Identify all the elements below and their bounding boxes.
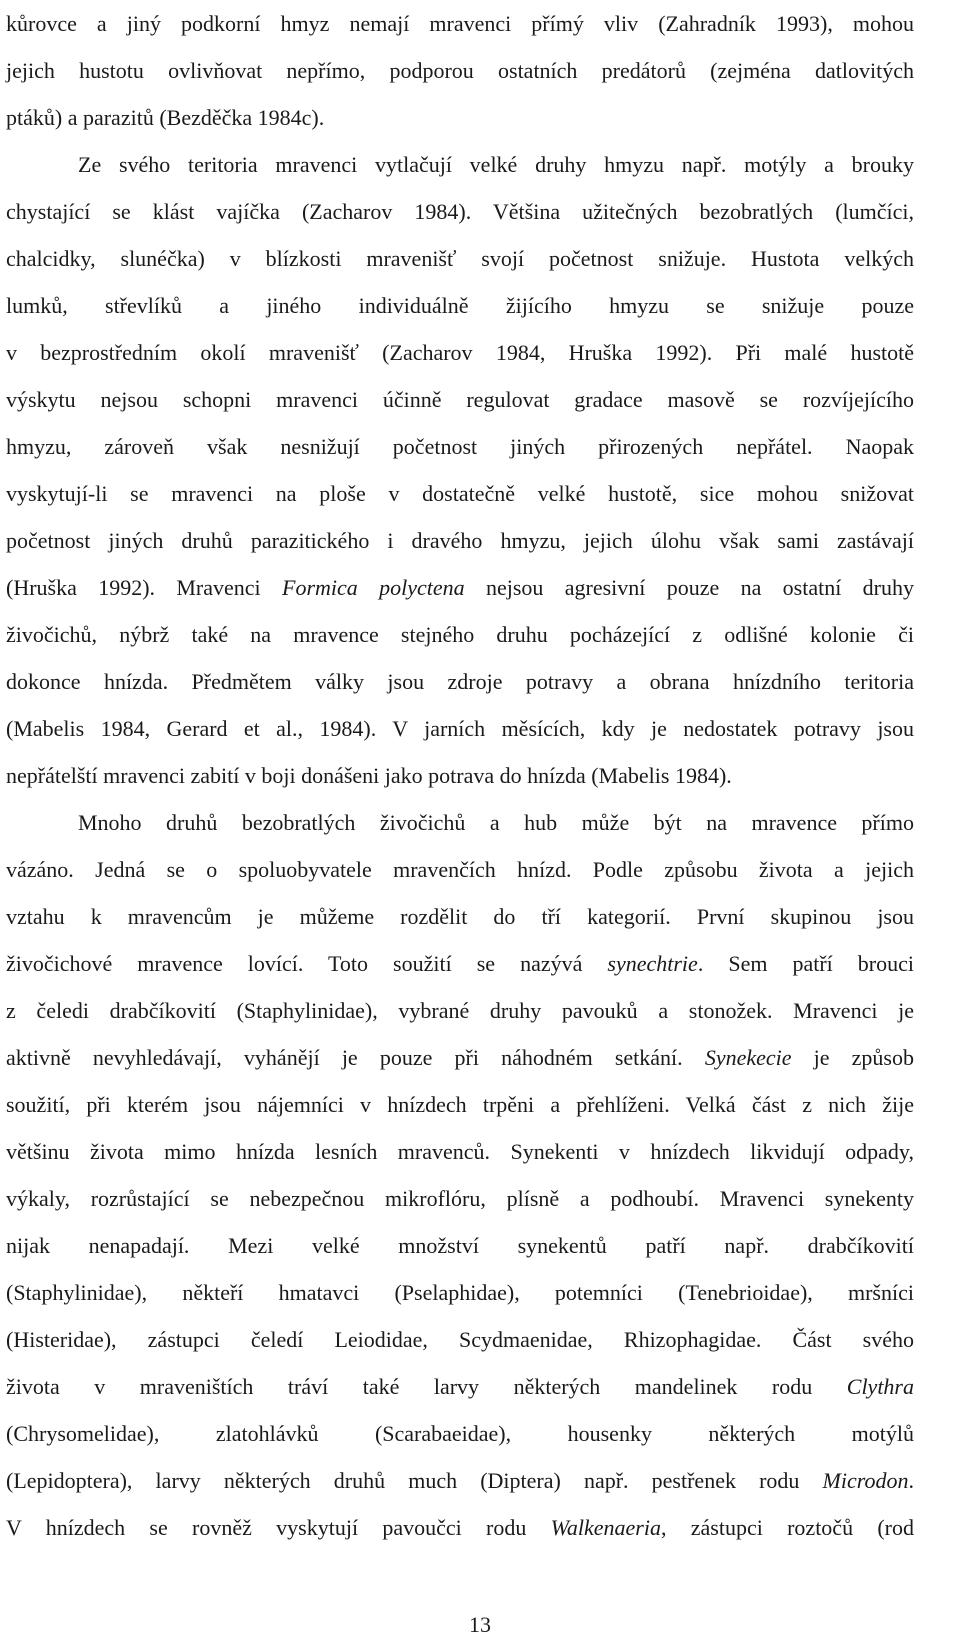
text-line: lumků, střevlíků a jiného individuálně žijícího hmyzu se snižuje pouze (6, 293, 914, 318)
text-line: živočichů, nýbrž také na mravence stejného druhu pocházející z odlišné kolonie či (6, 622, 914, 647)
text-line: vztahu k mravencům je můžeme rozdělit do tří kategorií. První skupinou jsou (6, 904, 914, 929)
text-line: vázáno. Jedná se o spoluobyvatele mravenčích hnízd. Podle způsobu života a jejich (6, 857, 914, 882)
text-line: kůrovce a jiný podkorní hmyz nemají mravenci přímý vliv (Zahradník 1993), mohou (6, 11, 914, 36)
text-line: V hnízdech se rovněž vyskytují pavoučci rodu Walkenaeria, zástupci roztočů (rod (6, 1515, 914, 1540)
text-line: v bezprostředním okolí mravenišť (Zacharov 1984, Hruška 1992). Při malé hustotě (6, 340, 914, 365)
genus-name: Walkenaeria (550, 1515, 661, 1540)
text-line: vyskytují-li se mravenci na ploše v dostatečně velké hustotě, sice mohou snižovat (6, 481, 914, 506)
text-line: výkaly, rozrůstající se nebezpečnou mikroflóru, plísně a podhoubí. Mravenci synekenty (6, 1186, 914, 1211)
text-line: výskytu nejsou schopni mravenci účinně regulovat gradace masově se rozvíjejícího (6, 387, 914, 412)
genus-name: Microdon (822, 1468, 909, 1493)
text-line: nepřátelští mravenci zabití v boji donášeni jako potrava do hnízda (Mabelis 1984). (6, 763, 732, 788)
text-line: Ze svého teritoria mravenci vytlačují velké druhy hmyzu např. motýly a brouky (78, 152, 914, 177)
paragraph (6, 141, 914, 799)
text-line: většinu života mimo hnízda lesních mravenců. Synekenti v hnízdech likvidují odpady, (6, 1139, 914, 1164)
text-line: života v mraveništích tráví také larvy některých mandelinek rodu Clythra (6, 1374, 914, 1399)
text-line: (Mabelis 1984, Gerard et al., 1984). V jarních měsících, kdy je nedostatek potravy jsou (6, 716, 914, 741)
genus-name: Clythra (846, 1374, 914, 1399)
species-name: Formica polyctena (282, 575, 465, 600)
page-number: 13 (469, 1612, 491, 1637)
text-line: dokonce hnízda. Předmětem války jsou zdroje potravy a obrana hnízdního teritoria (6, 669, 914, 694)
text-line: (Lepidoptera), larvy některých druhů much (Diptera) např. pestřenek rodu Microdon. (6, 1468, 914, 1493)
text-line: soužití, při kterém jsou nájemníci v hnízdech trpěni a přehlíženi. Velká část z nich žije (6, 1092, 914, 1117)
text-line: početnost jiných druhů parazitického i dravého hmyzu, jejich úlohu však sami zastávají (6, 528, 914, 553)
text-line: hmyzu, zároveň však nesnižují početnost jiných přirozených nepřátel. Naopak (6, 434, 914, 459)
text-line: (Staphylinidae), někteří hmatavci (Pselaphidae), potemníci (Tenebrioidae), mršníci (6, 1280, 914, 1305)
text-line: z čeledi drabčíkovití (Staphylinidae), vybrané druhy pavouků a stonožek. Mravenci je (6, 998, 914, 1023)
text-line: živočichové mravence lovící. Toto soužití se nazývá synechtrie. Sem patří brouci (6, 951, 914, 976)
body-text (6, 0, 914, 1551)
text-line: (Chrysomelidae), zlatohlávků (Scarabaeidae), housenky některých motýlů (6, 1421, 914, 1446)
text-line: chystající se klást vajíčka (Zacharov 1984). Většina užitečných bezobratlých (lumčíci, (6, 199, 914, 224)
text-line: aktivně nevyhledávají, vyhánějí je pouze při náhodném setkání. Synekecie je způsob (6, 1045, 914, 1070)
term-italic: synechtrie (607, 951, 698, 976)
text-line: chalcidky, slunéčka) v blízkosti mravenišť svojí početnost snižuje. Hustota velkých (6, 246, 914, 271)
term-italic: Synekecie (704, 1045, 792, 1070)
text-line: Mnoho druhů bezobratlých živočichů a hub může být na mravence přímo (78, 810, 914, 835)
text-line: nijak nenapadají. Mezi velké množství synekentů patří např. drabčíkovití (6, 1233, 914, 1258)
text-line: ptáků) a parazitů (Bezděčka 1984c). (6, 105, 325, 130)
text-line: (Hruška 1992). Mravenci Formica polyctena nejsou agresivní pouze na ostatní druhy (6, 575, 914, 600)
paragraph (6, 799, 914, 1551)
paragraph (6, 0, 914, 141)
text-line: (Histeridae), zástupci čeledí Leiodidae, Scydmaenidae, Rhizophagidae. Část svého (6, 1327, 914, 1352)
text-line: jejich hustotu ovlivňovat nepřímo, podporou ostatních predátorů (zejména datlovitých (6, 58, 914, 83)
